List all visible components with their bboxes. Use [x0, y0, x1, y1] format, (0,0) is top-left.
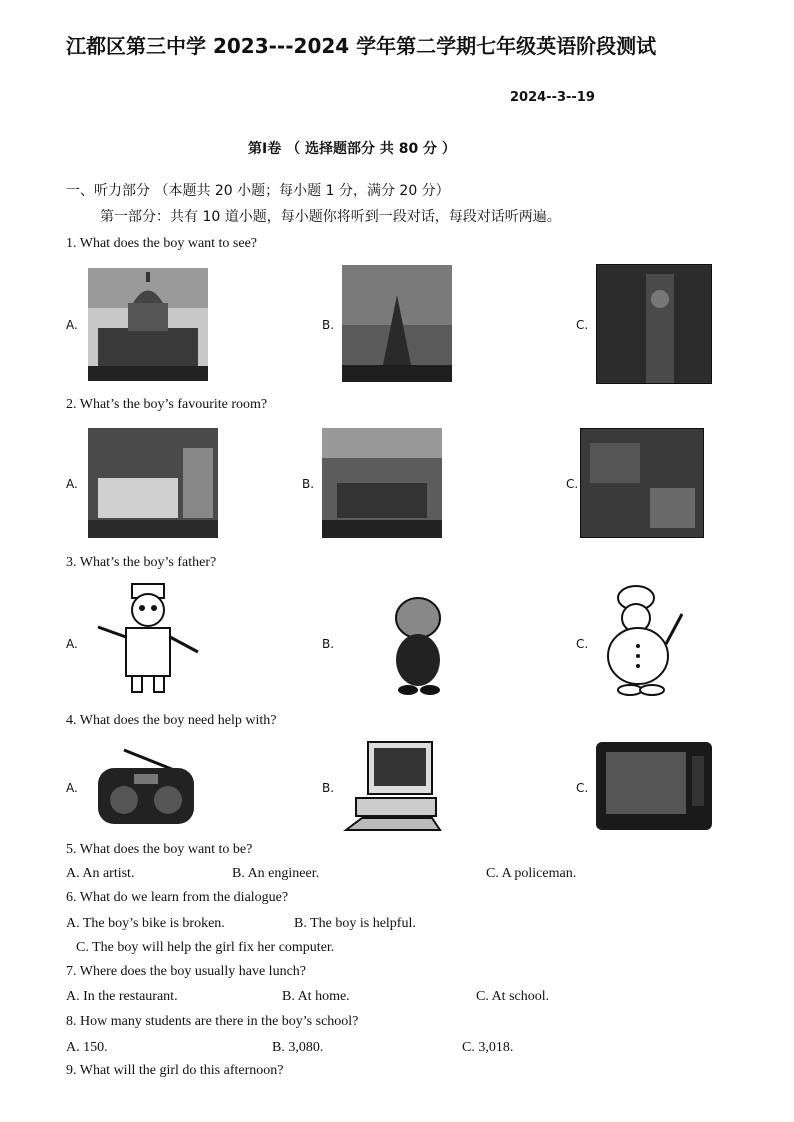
q4-option-a-label: A.: [66, 781, 78, 795]
q1-option-c-label: C.: [576, 318, 589, 332]
question-4: 4. What does the boy need help with?: [66, 713, 277, 728]
q8-option-c: C. 3,018.: [462, 1040, 514, 1055]
q8-option-b: B. 3,080.: [272, 1040, 324, 1055]
q1-big-ben-image: [596, 264, 712, 384]
q2-option-a-label: A.: [66, 477, 78, 491]
q4-computer-image: [342, 738, 442, 836]
question-6: 6. What do we learn from the dialogue?: [66, 890, 289, 905]
question-1: 1. What does the boy want to see?: [66, 236, 258, 251]
q1-option-a-label: A.: [66, 318, 78, 332]
question-2: 2. What’s the boy’s favourite room?: [66, 397, 268, 412]
q5-option-b: B. An engineer.: [232, 866, 320, 881]
q6-option-c: C. The boy will help the girl fix her computer.: [76, 940, 335, 955]
q2-living-room-image: [322, 428, 442, 538]
q3-chef-image: [596, 584, 688, 696]
q4-option-b-label: B.: [322, 781, 335, 795]
q4-television-image: [596, 742, 712, 830]
q8-option-a: A. 150.: [66, 1040, 108, 1055]
q6-option-a: A. The boy’s bike is broken.: [66, 916, 225, 931]
section-heading: 一、听力部分 （本题共 20 小题；每小题 1 分，满分 20 分）: [66, 183, 450, 199]
q2-bedroom-image: [88, 428, 218, 538]
question-5: 5. What does the boy want to be?: [66, 842, 253, 857]
q3-option-b-label: B.: [322, 637, 335, 651]
q6-option-b: B. The boy is helpful.: [294, 916, 416, 931]
question-7: 7. Where does the boy usually have lunch?: [66, 964, 307, 979]
q5-option-a: A. An artist.: [66, 866, 135, 881]
q2-option-b-label: B.: [302, 477, 315, 491]
q4-option-c-label: C.: [576, 781, 589, 795]
q2-kitchen-image: [580, 428, 704, 538]
q1-option-b-label: B.: [322, 318, 335, 332]
q4-radio-cassette-image: [94, 740, 198, 830]
q5-option-c: C. A policeman.: [486, 866, 577, 881]
q3-option-a-label: A.: [66, 637, 78, 651]
q3-cartoon-character-image: [378, 590, 458, 696]
exam-title: 江都区第三中学 2023---2024 学年第二学期七年级英语阶段测试: [66, 34, 657, 58]
q7-option-a: A. In the restaurant.: [66, 989, 178, 1004]
subsection-instructions: 第一部分：共有 10 道小题，每小题你将听到一段对话，每段对话听两遍。: [100, 209, 561, 225]
q3-doctor-image: [88, 582, 206, 698]
q1-eiffel-tower-image: [342, 265, 452, 382]
q7-option-b: B. At home.: [282, 989, 350, 1004]
q2-option-c-label: C.: [566, 477, 579, 491]
q1-capitol-building-image: [88, 268, 208, 381]
part-title: 第Ⅰ卷 （ 选择题部分 共 80 分 ）: [248, 141, 456, 157]
question-9: 9. What will the girl do this afternoon?: [66, 1063, 284, 1078]
question-8: 8. How many students are there in the boy’s school?: [66, 1014, 359, 1029]
exam-date: 2024--3--19: [510, 90, 595, 105]
question-3: 3. What’s the boy’s father?: [66, 555, 217, 570]
q7-option-c: C. At school.: [476, 989, 550, 1004]
q3-option-c-label: C.: [576, 637, 589, 651]
